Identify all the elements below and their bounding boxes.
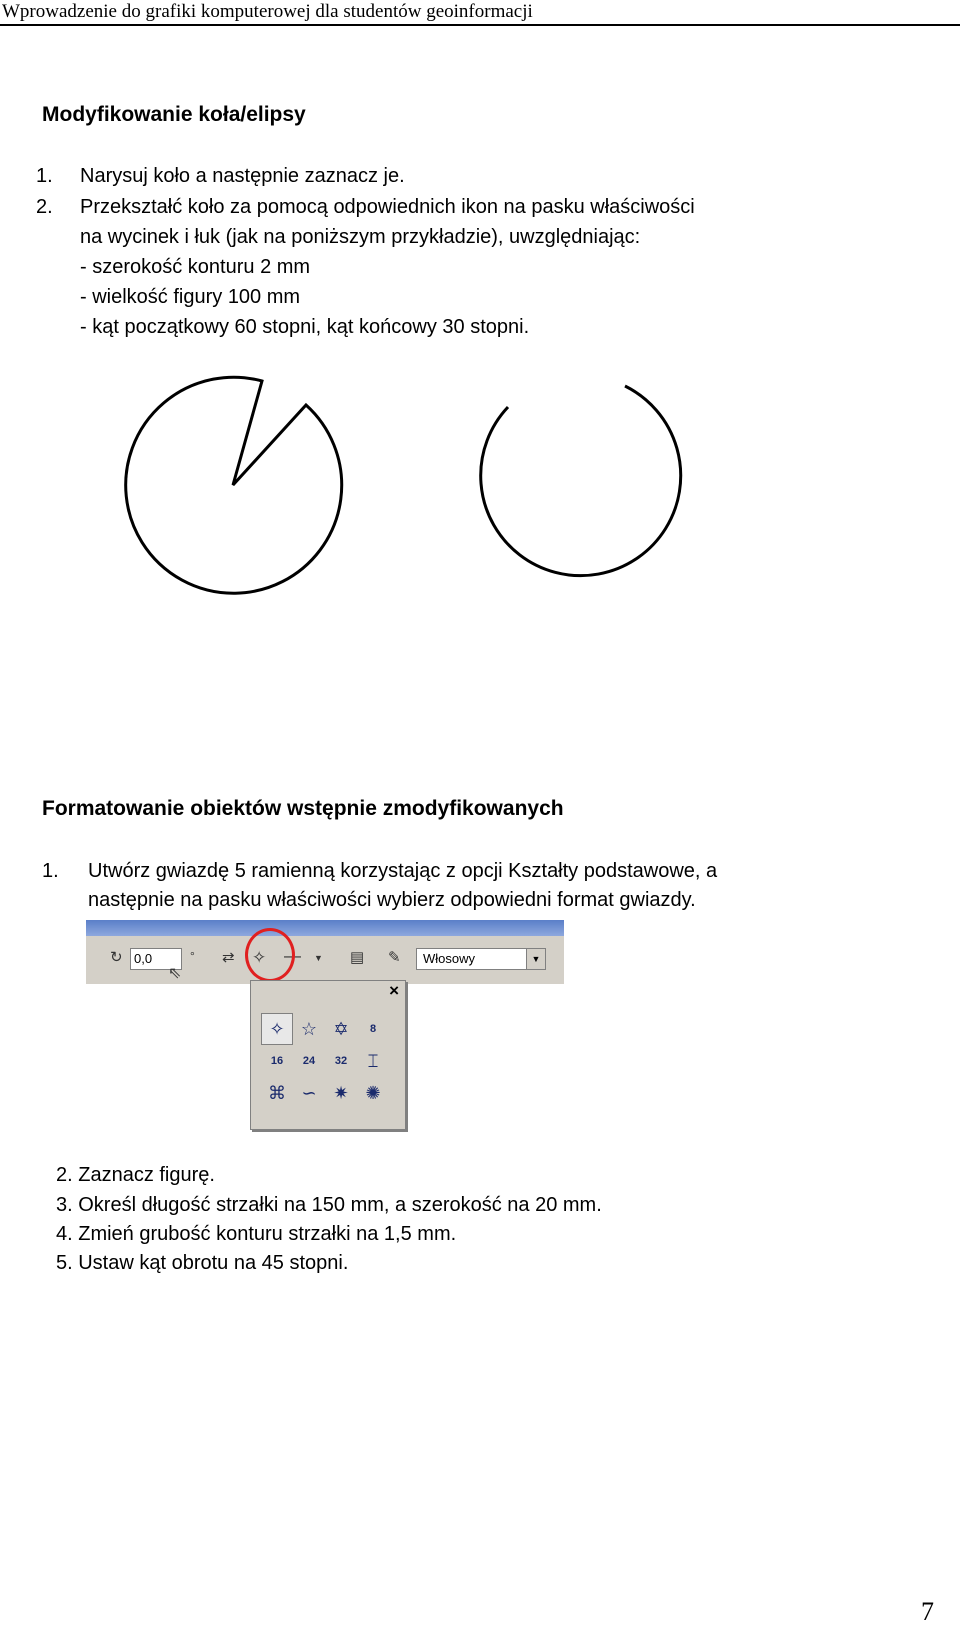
chevron-down-icon[interactable]: ▼: [526, 949, 545, 969]
star-16-option[interactable]: 16: [270, 1055, 284, 1067]
star-4-point-option[interactable]: ✧: [261, 1013, 293, 1045]
star-format-icon[interactable]: ✧: [252, 948, 267, 967]
outline-width-icon[interactable]: —: [284, 946, 301, 965]
section1-title: Modyfikowanie koła/elipsy: [42, 103, 306, 126]
section2-title: Formatowanie obiektów wstępnie zmodyfikowanych: [42, 797, 564, 820]
star-format-grid: [261, 1013, 389, 1109]
step-4: 4. Zmień grubość konturu strzałki na 1,5 mm.: [56, 1223, 457, 1245]
outline-style-value: Włosowy: [423, 951, 476, 966]
step-2: 2. Zaznacz figurę.: [56, 1164, 215, 1186]
rotate-icon[interactable]: ↻: [110, 949, 123, 966]
list-item-1: Narysuj koło a następnie zaznacz je.: [80, 165, 405, 187]
toolbar-titlebar: [86, 920, 564, 936]
star-24-option[interactable]: 24: [302, 1055, 316, 1067]
list-item-2-line-5: - kąt początkowy 60 stopni, kąt końcowy 30 stopni.: [80, 316, 530, 338]
step-5: 5. Ustaw kąt obrotu na 45 stopni.: [56, 1252, 349, 1274]
section2-item-1-line-1: Utwórz gwiazdę 5 ramienną korzystając z opcji Kształty podstawowe, a: [88, 860, 718, 882]
star-32-option[interactable]: 32: [334, 1055, 348, 1067]
star-8-option[interactable]: 8: [369, 1023, 377, 1035]
explosion-option[interactable]: ✷: [333, 1082, 349, 1103]
degree-symbol: °: [190, 949, 195, 963]
star-6-point-option[interactable]: ✡: [333, 1018, 349, 1039]
step-3: 3. Określ długość strzałki na 150 mm, a szerokość na 20 mm.: [56, 1194, 602, 1216]
pen-icon[interactable]: ✎: [388, 949, 401, 966]
list-number-2: 2.: [36, 196, 53, 218]
banner-option[interactable]: ⌶: [367, 1050, 379, 1071]
rotation-input[interactable]: 0,0: [130, 948, 182, 970]
list-item-2-line-4: - wielkość figury 100 mm: [80, 286, 301, 308]
explosion-2-option[interactable]: ✺: [365, 1082, 381, 1103]
outline-style-dropdown[interactable]: [416, 948, 546, 970]
section2-item-1-line-2: następnie na pasku właściwości wybierz odpowiedni format gwiazdy.: [88, 889, 696, 911]
page-number: 7: [921, 1597, 934, 1626]
arc-figure: [481, 386, 681, 576]
list-item-2-line-1: Przekształć koło za pomocą odpowiednich ikon na pasku właściwości: [80, 196, 695, 218]
example-figures: [0, 0, 960, 640]
banner-2-option[interactable]: ⌘: [268, 1082, 286, 1103]
wave-banner-option[interactable]: ∽: [301, 1082, 317, 1103]
list-item-2-line-2: na wycinek i łuk (jak na poniższym przykładzie), uwzględniając:: [80, 226, 641, 248]
property-toolbar-screenshot: [86, 920, 564, 984]
cursor-icon: ⇖: [168, 965, 182, 982]
star-5-point-option[interactable]: ☆: [300, 1018, 318, 1039]
section2-number-1: 1.: [42, 860, 59, 882]
list-number-1: 1.: [36, 165, 53, 187]
wrap-text-icon[interactable]: ▤: [350, 949, 365, 966]
close-icon[interactable]: ×: [389, 981, 399, 1000]
mirror-icon[interactable]: ⇄: [222, 949, 235, 966]
pie-wedge-figure: [126, 377, 342, 593]
list-item-2-line-3: - szerokość konturu 2 mm: [80, 256, 311, 278]
highlight-circle: [245, 928, 295, 982]
star-format-popup: [250, 980, 406, 1130]
chevron-down-icon[interactable]: ▼: [314, 953, 323, 963]
header-title: Wprowadzenie do grafiki komputerowej dla studentów geoinformacji: [2, 1, 533, 22]
